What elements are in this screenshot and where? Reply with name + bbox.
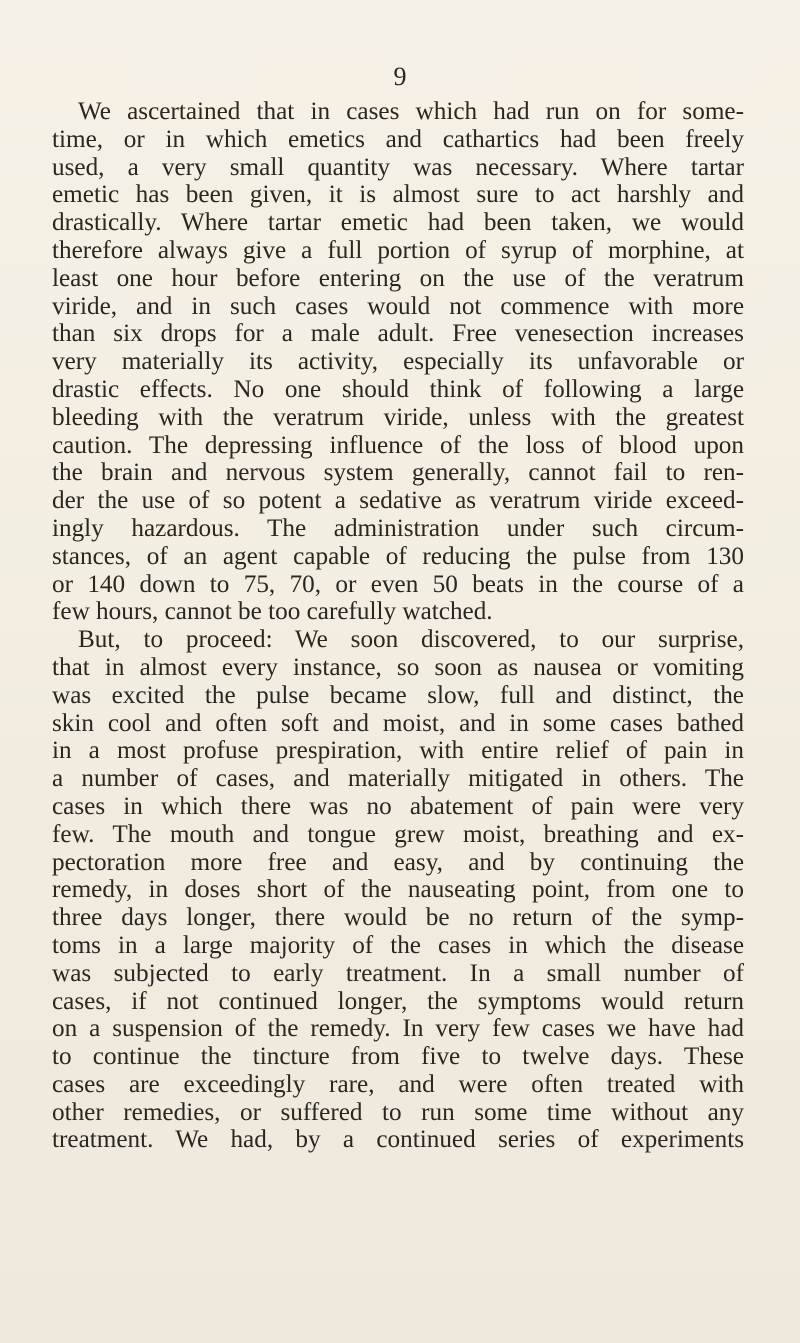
text-line: cases are exceedingly rare, and were often treated with [52, 1070, 744, 1098]
text-line: skin cool and often soft and moist, and in some cases bathed [52, 709, 744, 737]
text-line: time, or in which emetics and cathartics had been freely [52, 125, 744, 153]
text-line: that in almost every instance, so soon as nausea or vomiting [52, 653, 744, 681]
text-line: three days longer, there would be no return of the symp- [52, 904, 744, 932]
text-line: stances, of an agent capable of reducing the pulse from 130 [52, 542, 744, 570]
text-line: the brain and nervous system generally, cannot fail to ren- [52, 459, 744, 487]
text-line: on a suspension of the remedy. In very few cases we have had [52, 1015, 744, 1043]
text-line: few hours, cannot be too carefully watched. [52, 598, 493, 626]
text-line: bleeding with the veratrum viride, unless with the greatest [52, 403, 744, 431]
text-line: was excited the pulse became slow, full and distinct, the [52, 681, 744, 709]
text-line: emetic has been given, it is almost sure to act harshly and [52, 181, 744, 209]
text-line: caution. The depressing influence of the loss of blood upon [52, 431, 744, 459]
text-line: pectoration more free and easy, and by continuing the [52, 848, 744, 876]
text-line: or 140 down to 75, 70, or even 50 beats in the course of a [52, 570, 744, 598]
text-line: other remedies, or suffered to run some time without any [52, 1098, 744, 1126]
text-line: than six drops for a male adult. Free venesection increases [52, 320, 744, 348]
text-line: therefore always give a full portion of syrup of morphine, at [52, 236, 744, 264]
text-line: drastic effects. No one should think of following a large [52, 375, 744, 403]
text-line: to continue the tincture from five to twelve days. These [52, 1043, 744, 1071]
page-number: 9 [393, 62, 407, 91]
text-line: few. The mouth and tongue grew moist, breathing and ex- [52, 820, 744, 848]
text-line: treatment. We had, by a continued series of experiments [52, 1126, 744, 1154]
text-line: least one hour before entering on the use of the veratrum [52, 264, 744, 292]
text-line: cases, if not continued longer, the symptoms would return [52, 987, 744, 1015]
text-line: der the use of so potent a sedative as veratrum viride exceed- [52, 487, 744, 515]
text-line: remedy, in doses short of the nauseating point, from one to [52, 876, 744, 904]
text-line: We ascertained that in cases which had run on for some- [78, 98, 744, 125]
text-line: ingly hazardous. The administration under such circum- [52, 514, 744, 542]
text-line: cases in which there was no abatement of pain were very [52, 792, 744, 820]
text-line: was subjected to early treatment. In a small number of [52, 959, 744, 987]
text-line: But, to proceed: We soon discovered, to our surprise, [78, 626, 744, 654]
text-line: drastically. Where tartar emetic had been taken, we would [52, 209, 744, 237]
text-line: a number of cases, and materially mitigated in others. The [52, 765, 744, 793]
text-line: very materially its activity, especially its unfavorable or [52, 348, 744, 376]
body-text [52, 98, 744, 1154]
text-line: in a most profuse prespiration, with entire relief of pain in [52, 737, 744, 765]
text-line: toms in a large majority of the cases in which the disease [52, 931, 744, 959]
text-line: used, a very small quantity was necessary. Where tartar [52, 153, 744, 181]
text-line: viride, and in such cases would not commence with more [52, 292, 744, 320]
